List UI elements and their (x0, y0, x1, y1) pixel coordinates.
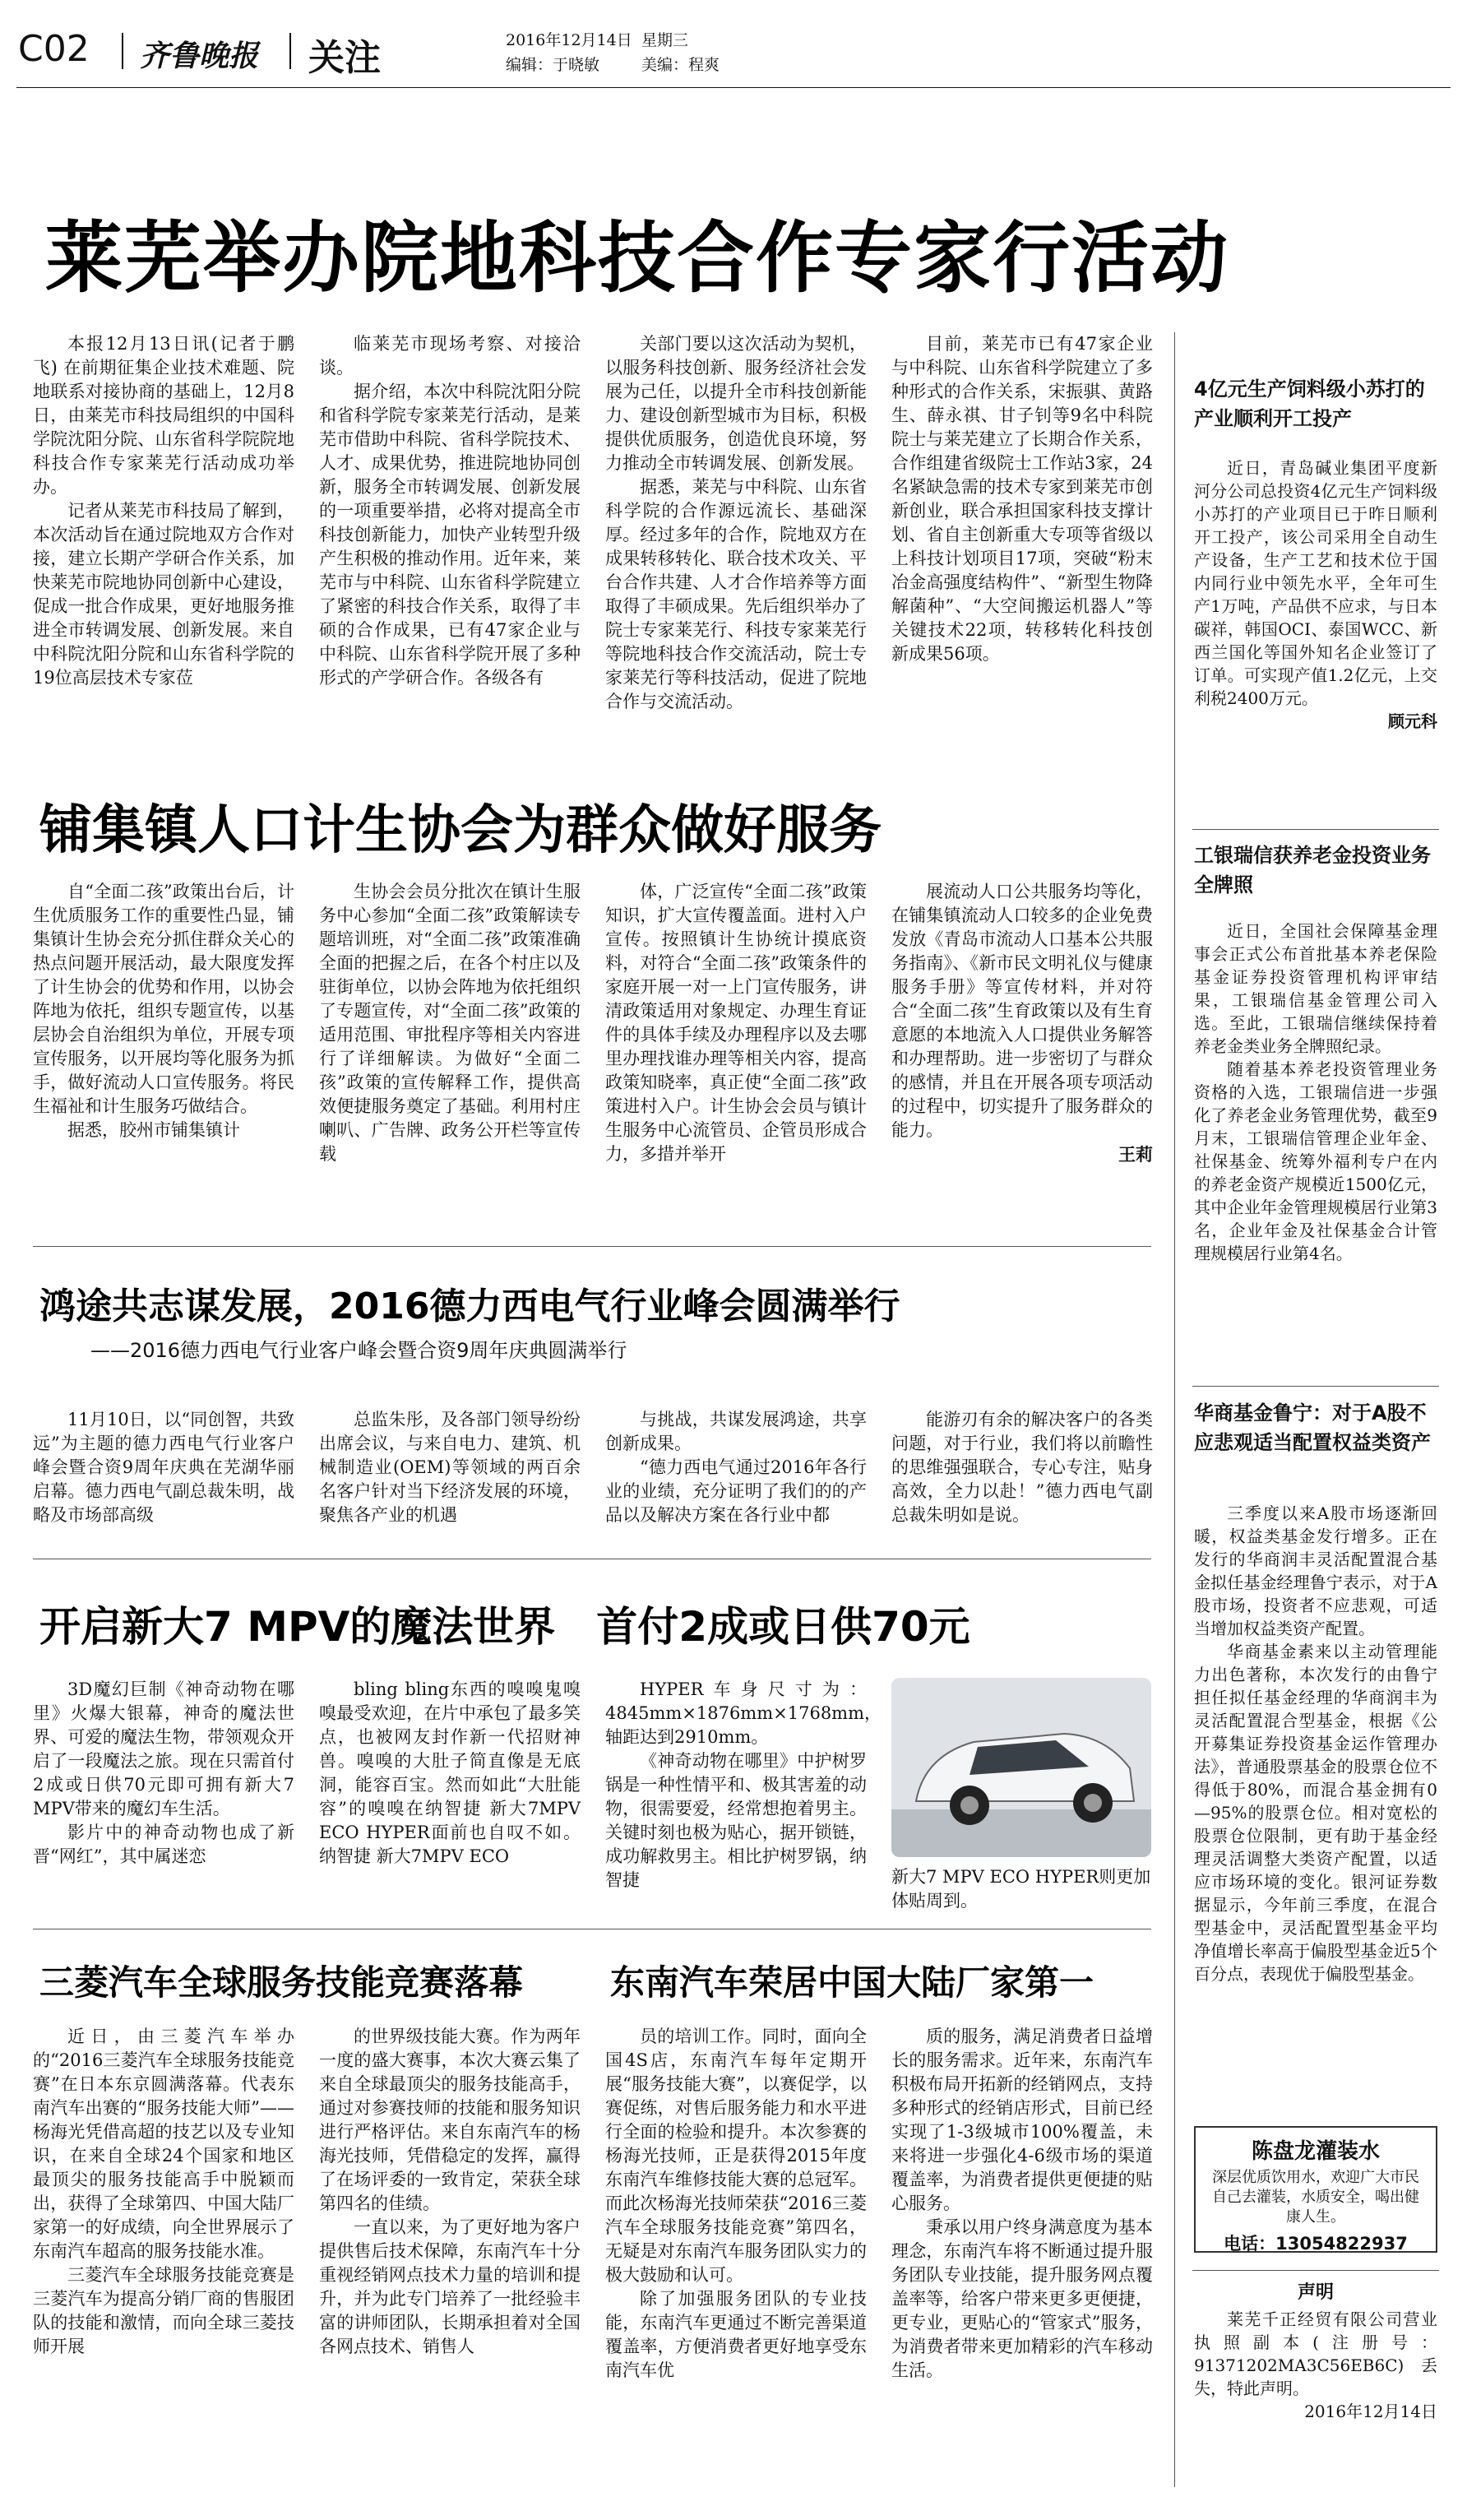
paragraph: 展流动人口公共服务均等化，在铺集镇流动人口较多的企业免费发放《青岛市流动人口基本公共服务指南》、《新市民文明礼仪与健康服务手册》等宣传材料，并对符合“全面二孩”生育政策以及有生育意愿的本地流入人口提供业务解答和办理帮助。进一步密切了与群众的感情，并且在开展各项专项活动的过程中，切实提升了服务群众的能力。 (891, 882, 1153, 1140)
a1-body (33, 332, 294, 690)
paragraph: 近日，由三菱汽车举办的“2016三菱汽车全球服务技能竞赛”在日本东京圆满落幕。代表东南汽车出赛的“服务技能大师”——杨海光凭借高超的技艺以及专业知识，在来自全球24个国家和地区最顶尖的服务技能高手中脱颖而出，获得了全球第四、中国大陆厂家第一的好成绩，向全世界展示了东南汽车超高的服务技能水准。 (33, 2027, 294, 2261)
paragraph: 华商基金素来以主动管理能力出色著称，本次发行的由鲁宁担任拟任基金经理的华商润丰为灵活配置混合型基金，根据《公开募集证券投资基金运作管理办法》，普通股票基金的股票仓位不得低于80%，而混合基金拥有0—95%的股票仓位。相对宽松的股票仓位限制，更有助于基金经理灵活调整大类资产配置，以适应市场环境的变化。银河证券数据显示，今年前三季度，在混合型基金中，灵活配置型基金平均净值增长率高于偏股型基金近5个百分点，表现优于偏股型基金。 (1194, 1642, 1437, 1984)
a4-col-1 (33, 1678, 294, 1869)
a4-body (319, 1678, 581, 1869)
sidebar-divider (1174, 332, 1175, 2487)
headline-a5: 三菱汽车全球服务技能竞赛落幕 (39, 1962, 524, 2003)
issue-weekday: 星期三 (641, 31, 689, 49)
sidebar-separator (1192, 1386, 1439, 1387)
paragraph: 生协会会员分批次在镇计生服务中心参加“全面二孩”政策解读专题培训班，对“全面二孩”政策准确全面的把握之后，在各个村庄以及驻街单位，以协会阵地为依托组织了专题宣传，对“全面二孩”政策的适用范围、审批程序等相关内容进行了详细解读。为做好“全面二孩”政策的宣传解释工作，提供高效便捷服务奠定了基础。利用村庄喇叭、广告牌、政务公开栏等宣传载 (319, 882, 581, 1164)
paragraph: 近日，青岛碱业集团平度新河分公司总投资4亿元生产饲料级小苏打的产业项目已于昨日顺利开工投产，该公司采用全自动生产设备，生产工艺和技术位于国内同行业中领先水平，全年可生产1万吨，产品供不应求，与日本碳祥，韩国OCI、泰国WCC、新西兰国化等国外知名企业签订了订单。可实现产值1.2亿元，上交利税2400万元。 (1194, 458, 1437, 708)
a2-body (33, 880, 294, 1142)
paragraph: 目前，莱芜市已有47家企业与中科院、山东省科学院建立了多种形式的合作关系，宋振骐、黄路生、薛永祺、甘子钊等9名中科院院士与莱芜建立了长期合作关系，合作组建省级院士工作站3家，24名紧缺急需的技术专家到莱芜市创新创业，联合承担国家科技支撑计划、省自主创新重大专项等省级以上科技计划项目17项，突破“粉末冶金高强度结构件”、“新型生物降解菌种”、“大空间搬运机器人”等关键技术22项，转移转化科技创新成果56项。 (891, 334, 1153, 664)
a4-col-3 (605, 1678, 882, 1892)
masthead-rule (16, 87, 1451, 88)
section-divider (33, 1246, 1151, 1247)
a2-col-1 (33, 880, 294, 1142)
headline-a2: 铺集镇人口计生协会为群众做好服务 (39, 800, 882, 861)
a6-body (891, 2025, 1153, 2383)
water-ad (1194, 2126, 1437, 2253)
a6-col-1 (605, 2025, 867, 2383)
headline-a1: 莱芜举办院地科技合作专家行活动 (45, 214, 1230, 303)
a2-col-4 (891, 880, 1153, 1166)
a3-col-3 (605, 1408, 867, 1527)
s1-body (1194, 456, 1437, 710)
notice-title: 声明 (1297, 2281, 1334, 2303)
paragraph: 与挑战，共谋发展鸿途，共享创新成果。 (605, 1410, 867, 1453)
a2-body (319, 880, 581, 1166)
a4-col-2 (319, 1678, 581, 1869)
paragraph: 据介绍，本次中科院沈阳分院和省科学院专家莱芜行活动，是莱芜市借助中科院、省科学院技术、人才、成果优势，推进院地协同创新，服务全市转调发展、创新发展的一项重要举措，必将对提高全市科技创新能力，加快产业转型升级产生积极的推动作用。近年来，莱芜市与中科院、山东省科学院建立了紧密的科技合作关系，取得了丰硕的合作成果，已有47家企业与中科院、山东省科学院开展了多种形式的产学研合作。各级各有 (319, 382, 581, 688)
paragraph: bling bling东西的嗅嗅鬼嗅嗅最受欢迎，在片中承包了最多笑点，也被网友封作新一代招财神兽。嗅嗅的大肚子简直像是无底洞，能容百宝。然而如此“大肚能容”的嗅嗅在纳智捷 新大7MPV ECO HYPER面前也自叹不如。纳智捷 新大7MPV ECO (319, 1679, 581, 1866)
a3-col-2 (319, 1408, 581, 1527)
paragraph: 莱芜千正经贸有限公司营业执照副本(注册号：91371202MA3C56EB6C)丢失，特此声明。 (1194, 2309, 1437, 2398)
a5-col-2 (319, 2025, 581, 2359)
sidebar-news-1-title: 4亿元生产饲料级小苏打的产业顺利开工投产 (1194, 378, 1425, 430)
section-name: 关注 (308, 37, 381, 79)
a2-col-2 (319, 880, 581, 1166)
paragraph: 除了加强服务团队的专业技能，东南汽车更通过不断完善渠道覆盖率，方便消费者更好地享受东南汽车优 (605, 2289, 867, 2380)
a2-body (891, 880, 1153, 1142)
a4-body (33, 1678, 294, 1869)
a5-col-1 (33, 2025, 294, 2359)
paragraph: HYPER车身尺寸为：4845mm×1876mm×1768mm，轴距达到2910mm。 (605, 1679, 882, 1747)
sidebar-separator (1192, 829, 1439, 830)
a1-body (891, 332, 1153, 666)
paragraph: 近日，全国社会保障基金理事会正式公布首批基本养老保险基金证券投资管理机构评审结果，工银瑞信基金管理公司入选。至此，工银瑞信继续保持着养老金类业务全牌照纪录。 (1194, 921, 1437, 1056)
headline-a4: 开启新大7 MPV的魔法世界 首付2成或日供70元 (39, 1603, 970, 1651)
paragraph: 随着基本养老投资管理业务资格的入选，工银瑞信进一步强化了养老金业务管理优势，截至9月末，工银瑞信管理企业年金、社保基金、统筹外福利专户在内的养老金资产规模近1500亿元，其中企业年金管理规模居行业第3名，企业年金及社保基金合计管理规模居行业第4名。 (1194, 1059, 1437, 1263)
masthead-divider (122, 33, 123, 69)
notice-text (1194, 2308, 1437, 2400)
paper-logo: 齐鲁晚报 (140, 39, 259, 73)
a1-col-3 (605, 332, 867, 714)
headline-a3: 鸿途共志谋发展，2016德力西电气行业峰会圆满举行 (39, 1285, 900, 1327)
paragraph: 11月10日，以“同创智，共致远”为主题的德力西电气行业客户峰会暨合资9周年庆典在芜湖华丽启幕。德力西电气副总裁朱明，战略及市场部高级 (33, 1410, 294, 1525)
paragraph: 总监朱彤，及各部门领导纷纷出席会议，与来自电力、建筑、机械制造业(OEM)等领域的两百余名客户针对当下经济发展的环境，聚焦各产业的机遇 (319, 1410, 581, 1525)
a5-body (33, 2025, 294, 2359)
a6-body (605, 2025, 867, 2383)
mpv-icon (891, 1678, 1151, 1857)
car-caption: 新大7 MPV ECO HYPER则更加体贴周到。 (891, 1867, 1151, 1911)
a1-body (319, 332, 581, 690)
paragraph: 影片中的神奇动物也成了新晋“网红”，其中属迷恋 (33, 1823, 294, 1866)
paragraph: 体，广泛宣传“全面二孩”政策知识，扩大宣传覆盖面。进村入户宣传。按照镇计生协统计摸底资料，对符合“全面二孩”政策条件的家庭开展一对一上门宣传服务，讲清政策适用对象规定、办理生育证件的具体手续及办理程序以及去哪里办理找谁办理等相关内容，提高政策知晓率，真正使“全面二孩”政策进村入户。计生协会会员与镇计生服务中心流管员、企管员形成合力，多措并举开 (605, 882, 867, 1164)
a2-body (605, 880, 867, 1166)
paragraph: 的世界级技能大赛。作为两年一度的盛大赛事，本次大赛云集了来自全球最顶尖的服务技能高手，通过对参赛技师的技能和服务知识进行严格评估。来自东南汽车的杨海光技师，凭借稳定的发挥，赢得了在场评委的一致肯定，荣获全球第四名的佳绩。 (319, 2027, 581, 2213)
masthead-divider (289, 33, 291, 69)
editor-credit: 编辑：于晓敏 (506, 56, 600, 74)
paragraph: 记者从莱芜市科技局了解到，本次活动旨在通过院地双方合作对接，建立长期产学研合作关系，加快莱芜市院地协同创新中心建设，促成一批合作成果，更好地服务推进全市转调发展、创新发展。来自中科院沈阳分院和山东省科学院的19位高层技术专家莅 (33, 501, 294, 688)
paragraph: “德力西电气通过2016年各行业的业绩，充分证明了我们的的产品以及解决方案在各行业中都 (605, 1457, 867, 1525)
ad-text: 深层优质饮用水，欢迎广大市民自己去灌装，水质安全，喝出健康人生。 (1212, 2169, 1419, 2226)
paragraph: 关部门要以这次活动为契机，以服务科技创新、服务经济社会发展为己任，以提升全市科技创新能力、建设创新型城市为目标，积极提供优质服务，创造优良环境，努力推动全市转调发展、创新发展。 (605, 334, 867, 473)
ad-title: 陈盘龙灌装水 (1251, 2139, 1380, 2164)
paragraph: 质的服务，满足消费者日益增长的服务需求。近年来，东南汽车积极布局开拓新的经销网点，支持多种形式的经销店形式，目前已经实现了1-3级城市100%覆盖，未来将进一步强化4-6级市场的渠道覆盖率，为消费者提供更便捷的贴心服务。 (891, 2027, 1153, 2213)
a6-col-2 (891, 2025, 1153, 2383)
a2-col-3 (605, 880, 867, 1166)
paragraph: 据悉，莱芜与中科院、山东省科学院的合作源远流长、基础深厚。经过多年的合作，院地双方在成果转移转化、联合技术攻关、平台合作共建、人才合作培养等方面取得了丰硕成果。先后组织举办了院士专家莱芜行、科技专家莱芜行等院地科技合作交流活动，院士专家莱芜行等科技活动，促进了院地合作与交流活动。 (605, 477, 867, 711)
s3-body (1194, 1502, 1437, 1985)
subheadline-a3: ——2016德力西电气行业客户峰会暨合资9周年庆典圆满举行 (90, 1339, 627, 1362)
a1-body (605, 332, 867, 714)
notice-date: 2016年12月14日 (1304, 2402, 1437, 2421)
paragraph: 3D魔幻巨制《神奇动物在哪里》火爆大银幕，神奇的魔法世界、可爱的魔法生物，带领观众开启了一段魔法之旅。现在只需首付2成或日供70元即可拥有新大7 MPV带来的魔幻车生活。 (33, 1679, 294, 1818)
a3-col-4 (891, 1408, 1153, 1527)
issue-date: 2016年12月14日 (506, 31, 632, 49)
a3-body (319, 1408, 581, 1527)
a3-body (605, 1408, 867, 1527)
paragraph: 据悉，胶州市铺集镇计 (67, 1120, 240, 1140)
headline-a6: 东南汽车荣居中国大陆厂家第一 (610, 1962, 1094, 2003)
a1-col-2 (319, 332, 581, 690)
paragraph: 临莱芜市现场考察、对接洽谈。 (319, 334, 581, 378)
sidebar-news-1-body (1194, 456, 1437, 733)
a4-body (605, 1678, 882, 1892)
paragraph: 本报12月13日讯(记者于鹏飞) 在前期征集企业技术难题、院地联系对接协商的基础上，12月8日，由莱芜市科技局组织的中国科学院沈阳分院、山东省科学院院地科技合作专家莱芜行活动成功举办。 (33, 334, 294, 497)
paragraph: 三季度以来A股市场逐渐回暖，权益类基金发行增多。正在发行的华商润丰灵活配置混合基金拟任基金经理鲁宁表示，对于A股市场，投资者不应悲观，可适当增加权益类资产配置。 (1194, 1503, 1437, 1638)
a3-body (891, 1408, 1153, 1527)
a5-body (319, 2025, 581, 2359)
sidebar-news-3-body (1194, 1502, 1437, 1985)
a2-author: 王莉 (1118, 1144, 1153, 1165)
sidebar-news-2-body (1194, 920, 1437, 1265)
paragraph: 一直以来，为了更好地为客户提供售后技术保障，东南汽车十分重视经销网点技术力量的培训和提升，并为此专门培养了一批经验丰富的讲师团队，长期承担着对全国各网点技术、销售人 (319, 2217, 581, 2356)
paragraph: 三菱汽车全球服务技能竞赛是三菱汽车为提高分销厂商的售服团队的技能和激情，而向全球三菱技师开展 (33, 2265, 294, 2356)
masthead (16, 18, 1451, 84)
a3-body (33, 1408, 294, 1527)
car-photo (891, 1678, 1151, 1857)
a3-col-1 (33, 1408, 294, 1527)
a1-col-4 (891, 332, 1153, 666)
ad-phone: 电话：13054822937 (1224, 2234, 1408, 2254)
paragraph: 秉承以用户终身满意度为基本理念，东南汽车将不断通过提升服务团队专业技能，提升服务网点覆盖率等，给客户带来更多更便捷，更专业，更贴心的“管家式”服务，为消费者带来更加精彩的汽车移动生活。 (891, 2217, 1153, 2380)
sidebar-separator (1192, 2270, 1439, 2271)
a1-col-1 (33, 332, 294, 690)
paragraph: 能游刃有余的解决客户的各类问题，对于行业，我们将以前瞻性的思维强强联合，专心专注，贴身高效，全力以赴！”德力西电气副总裁朱明如是说。 (891, 1410, 1153, 1525)
notice-body (1194, 2308, 1437, 2423)
sidebar-news-1-author: 顾元科 (1388, 711, 1437, 731)
s2-body (1194, 920, 1437, 1265)
sidebar-news-2-title: 工银瑞信获养老金投资业务全牌照 (1194, 844, 1431, 896)
sidebar-news-3-title: 华商基金鲁宁：对于A股不应悲观适当配置权益类资产 (1194, 1401, 1431, 1454)
paragraph: 员的培训工作。同时，面向全国4S店，东南汽车每年定期开展“服务技能大赛”，以赛促学，以赛促练，对售后服务能力和水平进行全面的检验和提升。本次参赛的杨海光技师，正是获得2015年度东南汽车维修技能大赛的总冠军。而此次杨海光技师荣获“2016三菱汽车全球服务技能竞赛”第四名，无疑是对东南汽车服务团队实力的极大鼓励和认可。 (605, 2027, 867, 2285)
paragraph: 《神奇动物在哪里》中护树罗锅是一种性情平和、极其害羞的动物，很需要爱，经常想抱着男主。关键时刻也极为贴心，据开锁链，成功解救男主。相比护树罗锅，纳智捷 (605, 1751, 867, 1890)
paragraph: 自“全面二孩”政策出台后，计生优质服务工作的重要性凸显，铺集镇计生协会充分抓住群众关心的热点问题开展活动，最大限度发挥了计生协会的优势和作用，以协会阵地为依托，组织专题宣传，以基层协会自治组织为单位，开展专项宣传服务，以开展均等化服务为抓手，做好流动人口宣传服务。将民生福祉和计生服务巧做结合。 (33, 882, 294, 1116)
page-number: C02 (18, 28, 90, 70)
designer-credit: 美编：程爽 (641, 56, 720, 74)
